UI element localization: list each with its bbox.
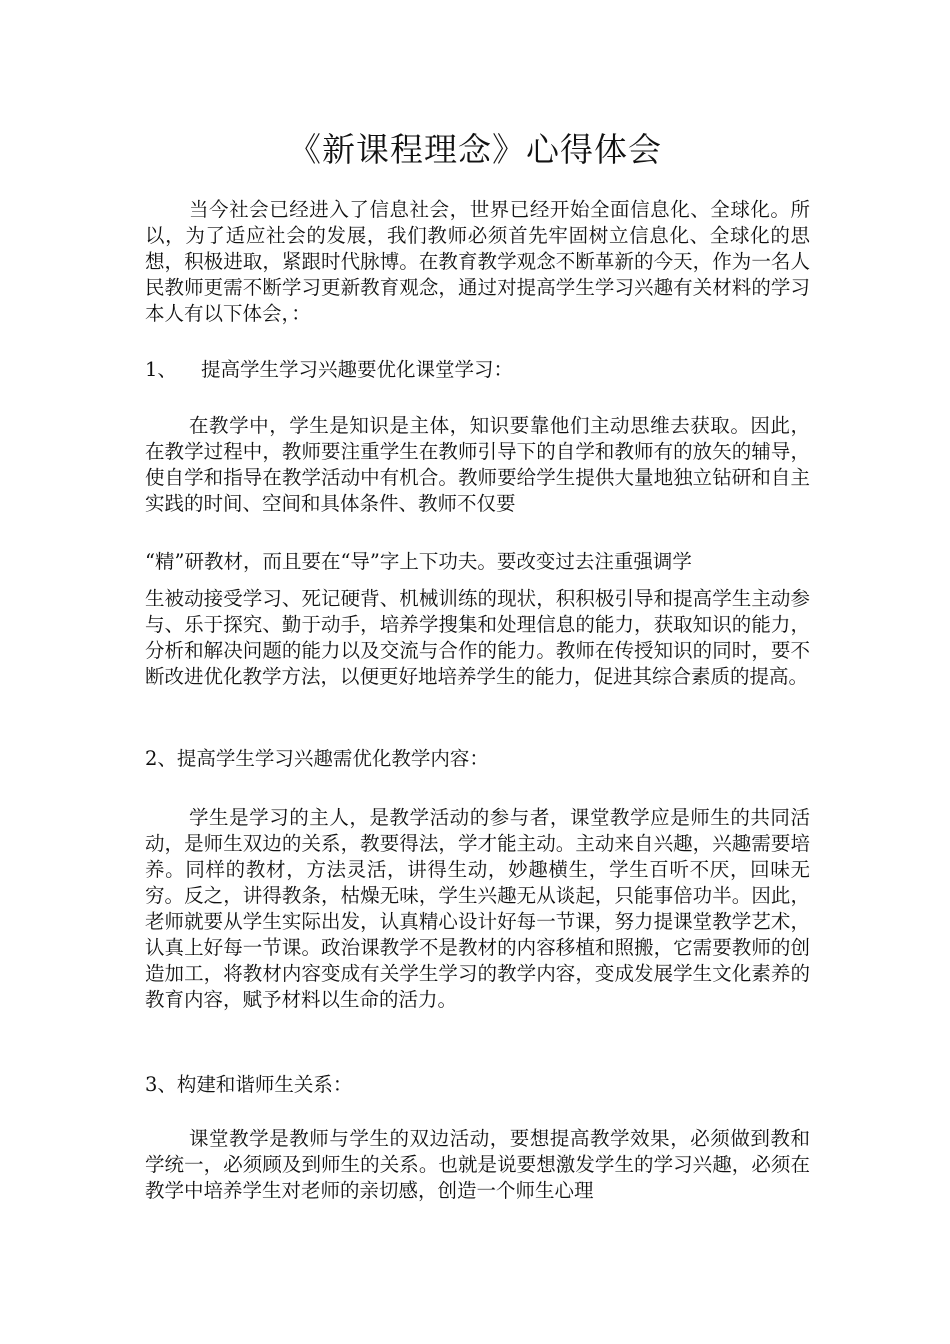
section-1-paragraph-c: 生被动接受学习、死记硬背、机械训练的现状，积积极引导和提高学生主动参与、乐于探究、勤于动手，培养学搜集和处理信息的能力，获取知识的能力，分析和解决问题的能力以及交流与合作的能力。教师在传授知识的同时，要不断改进优化教学方法，以便更好地培养学生的能力，促进其综合素质的提高。 (145, 587, 810, 688)
section-3-paragraph: 课堂教学是教师与学生的双边活动，要想提高教学效果，必须做到教和学统一，必须顾及到师生的关系。也就是说要想激发学生的学习兴趣，必须在教学中培养学生对老师的亲切感，创造一个师生心理 (145, 1127, 810, 1202)
section-1-heading-text: 提高学生学习兴趣要优化课堂学习： (201, 358, 514, 381)
section-2-paragraph: 学生是学习的主人，是教学活动的参与者，课堂教学应是师生的共同活动，是师生双边的关系，教要得法，学才能主动。主动来自兴趣，兴趣需要培养。同样的教材，方法灵活，讲得生动，妙趣横生，学生百听不厌，回味无穷。反之，讲得教条，枯燥无味，学生兴趣无从谈起，只能事倍功半。因此，老师就要从学生实际出发，认真精心设计好每一节课，努力提课堂教学艺术，认真上好每一节课。政治课教学不是教材的内容移植和照搬，它需要教师的创造加工，将教材内容变成有关学生学习的教学内容，变成发展学生文化素养的教育内容，赋予材料以生命的活力。 (145, 806, 810, 1011)
section-1-paragraph-b: “精”研教材，而且要在“导”字上下功夫。要改变过去注重强调学 (145, 550, 692, 573)
section-1-heading (145, 357, 810, 383)
section-3-heading: 3、构建和谐师生关系： (145, 1073, 353, 1096)
document-title: 《新课程理念》心得体会 (288, 130, 662, 169)
section-1-paragraph-a: 在教学中，学生是知识是主体，知识要靠他们主动思维去获取。因此，在教学过程中，教师要注重学生在教师引导下的自学和教师有的放矢的辅导，使自学和指导在教学活动中有机合。教师要给学生提供大量地独立钻研和自主实践的时间、空间和具体条件、教师不仅要 (145, 414, 810, 515)
section-2-heading: 2、提高学生学习兴趣需优化教学内容： (145, 747, 489, 770)
intro-paragraph: 当今社会已经进入了信息社会，世界已经开始全面信息化、全球化。所以，为了适应社会的发展，我们教师必须首先牢固树立信息化、全球化的思想，积极进取，紧跟时代脉博。在教育教学观念不断革新的今天，作为一名人民教师更需不断学习更新教育观念，通过对提高学生学习兴趣有关材料的学习本人有以下体会，： (145, 198, 810, 325)
section-1-number: 1、 (145, 358, 177, 381)
